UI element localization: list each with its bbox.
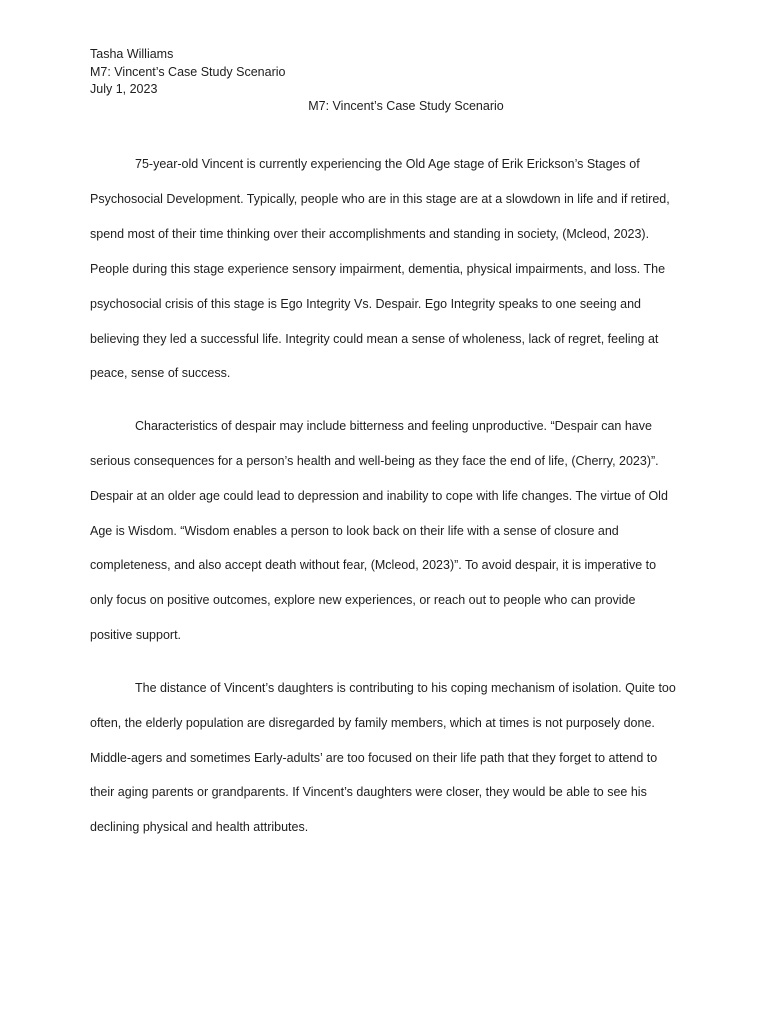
author-name: Tasha Williams (90, 47, 174, 61)
paragraph-1: 75-year-old Vincent is currently experiencing the Old Age stage of Erik Erickson’s Stages of Psychosocial Development. Typically, people who are in this stage are at a slowdown in life and if retired, spend most of their time thinking over their accomplishments and standing in society, (Mcleod, 2023). People during this stage experience sensory impairment, dementia, physical impairments, and loss. The psychosocial crisis of this stage is Ego Integrity Vs. Despair. Ego Integrity speaks to one seeing and believing they led a successful life. Integrity could mean a sense of wholeness, lack of regret, feeling at peace, sense of success. (90, 157, 670, 381)
course-title: M7: Vincent’s Case Study Scenario (90, 64, 286, 79)
paragraph-2: Characteristics of despair may include bitterness and feeling unproductive. “Despair can have serious consequences for a person’s health and well-being as they face the end of life, (Cherry, 2023)”. Despair at an older age could lead to depression and inability to cope with life changes. The virtue of Old Age is Wisdom. “Wisdom enables a person to look back on their life with a sense of closure and completeness, and also accept death without fear, (Mcleod, 2023)”. To avoid despair, it is imperative to only focus on positive outcomes, explore new experiences, or reach out to people who can provide positive support. (90, 418, 668, 643)
document-header (90, 46, 285, 99)
document-body (90, 147, 680, 863)
paragraph-3: The distance of Vincent’s daughters is contributing to his coping mechanism of isolation. Quite too often, the elderly population are disregarded by family members, which at times is not purposely done. Middle-agers and sometimes Early-adults’ are too focused on their life path that they forget to attend to their aging parents or grandparents. If Vincent’s daughters were closer, they would be able to see his declining physical and health attributes. (90, 680, 676, 835)
document-date: July 1, 2023 (90, 82, 158, 96)
page-title: M7: Vincent’s Case Study Scenario (308, 99, 504, 113)
